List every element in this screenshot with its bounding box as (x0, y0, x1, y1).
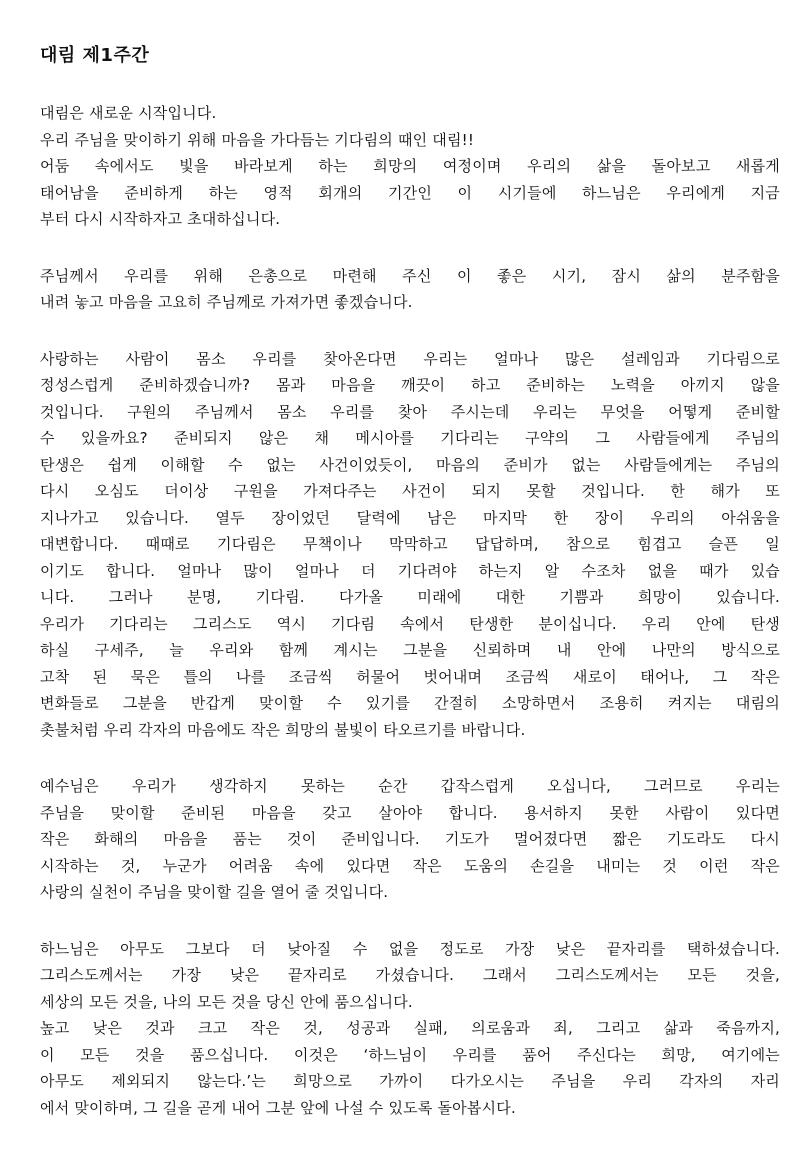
text-line: 고착 된 묵은 틀의 나를 조금씩 허물어 벗어내며 조금씩 새로이 태어나, 그 작은 (40, 667, 780, 686)
paragraph-gap (40, 743, 780, 773)
text-line: 주님께서 우리를 위해 은총으로 마련해 주신 이 좋은 시기, 잠시 삶의 분주함을 (40, 266, 780, 285)
text-line: 이 모든 것을 품으십니다. 이것은 ‘하느님이 우리를 품어 주신다는 희망, 여기에는 (40, 1045, 780, 1064)
text-line: 촛불처럼 우리 각자의 마음에도 작은 희망의 불빛이 타오르기를 바랍니다. (40, 720, 526, 739)
text-line: 것입니다. 구원의 주님께서 몸소 우리를 찾아 주시는데 우리는 무엇을 어떻게 준비할 (40, 402, 780, 421)
text-line: 태어남을 준비하게 하는 영적 회개의 기간인 이 시기들에 하느님은 우리에게 지금 (40, 183, 780, 202)
text-line: 사랑하는 사람이 몸소 우리를 찾아온다면 우리는 얼마나 많은 설레임과 기다림으로 (40, 349, 780, 368)
text-line: 우리 주님을 맞이하기 위해 마음을 가다듬는 기다림의 때인 대림!! (40, 130, 475, 149)
paragraph-gap (40, 233, 780, 263)
text-line: 변화들로 그분을 반갑게 맞이할 수 있기를 간절히 소망하면서 조용히 켜지는 대림의 (40, 694, 780, 712)
text-line: 지나가고 있습니다. 열두 장이었던 달력에 남은 마지막 한 장이 우리의 아쉬움을 (40, 508, 780, 527)
text-line: 그리스도께서는 가장 낮은 끝자리로 가셨습니다. 그래서 그리스도께서는 모든 것을, (40, 966, 780, 984)
document-body (40, 100, 780, 1121)
text-line: 주님을 맞이할 준비된 마음을 갖고 살아야 합니다. 용서하지 못한 사람이 있다면 (40, 803, 780, 822)
paragraph-gap (40, 906, 780, 936)
text-line: 대변합니다. 때때로 기다림은 무책이나 막막하고 답답하며, 참으로 힘겹고 슬픈 일 (40, 535, 780, 553)
paragraph (40, 100, 780, 233)
text-line: 다시 오심도 더이상 구원을 가져다주는 사건이 되지 못할 것입니다. 한 해가 또 (40, 482, 780, 500)
text-line: 내려 놓고 마음을 고요히 주님께로 가져가면 좋겠습니다. (40, 293, 413, 311)
text-line: 작은 화해의 마음을 품는 것이 준비입니다. 기도가 멀어졌다면 짧은 기도라도 다시 (40, 830, 780, 848)
paragraph (40, 773, 780, 906)
text-line: 대림은 새로운 시작입니다. (40, 104, 217, 122)
paragraph (40, 346, 780, 744)
document-title: 대림 제1주간 (40, 45, 150, 66)
text-line: 에서 맞이하며, 그 길을 곧게 내어 그분 앞에 나설 수 있도록 돌아봅시다. (40, 1098, 516, 1117)
text-line: 높고 낮은 것과 크고 작은 것, 성공과 실패, 의로움과 죄, 그리고 삶과 죽음까지, (40, 1019, 780, 1037)
text-line: 아무도 제외되지 않는다.’는 희망으로 가까이 다가오시는 주님을 우리 각자의 자리 (40, 1072, 780, 1090)
text-line: 이기도 합니다. 얼마나 많이 얼마나 더 기다려야 하는지 알 수조차 없을 때가 있습 (40, 561, 780, 580)
text-line: 어둠 속에서도 빛을 바라보게 하는 희망의 여정이며 우리의 삶을 돌아보고 새롭게 (40, 157, 780, 175)
text-line: 부터 다시 시작하자고 초대하십니다. (40, 210, 281, 228)
text-line: 사랑의 실천이 주님을 맞이할 길을 열어 줄 것입니다. (40, 883, 389, 901)
paragraph-gap (40, 316, 780, 346)
text-line: 탄생은 쉽게 이해할 수 없는 사건이었듯이, 마음의 준비가 없는 사람들에게는 주님의 (40, 455, 780, 474)
text-line: 니다. 그러나 분명, 기다림. 다가올 미래에 대한 기쁨과 희망이 있습니다. (40, 588, 780, 606)
text-line: 시작하는 것, 누군가 어려움 속에 있다면 작은 도움의 손길을 내미는 것 이런 작은 (40, 856, 780, 875)
text-line: 수 있을까요? 준비되지 않은 채 메시아를 기다리는 구약의 그 사람들에게 주님의 (40, 429, 780, 447)
text-line: 하느님은 아무도 그보다 더 낮아질 수 없을 정도로 가장 낮은 끝자리를 택하셨습니다. (40, 939, 780, 958)
text-line: 정성스럽게 준비하겠습니까? 몸과 마음을 깨끗이 하고 준비하는 노력을 아끼지 않을 (40, 376, 780, 394)
text-line: 하실 구세주, 늘 우리와 함께 계시는 그분을 신뢰하며 내 안에 나만의 방식으로 (40, 641, 780, 659)
text-line: 예수님은 우리가 생각하지 못하는 순간 갑작스럽게 오십니다, 그러므로 우리는 (40, 777, 780, 795)
paragraph (40, 263, 780, 316)
text-line: 우리가 기다리는 그리스도 역시 기다림 속에서 탄생한 분이십니다. 우리 안에 탄생 (40, 614, 780, 633)
paragraph (40, 936, 780, 1122)
text-line: 세상의 모든 것을, 나의 모든 것을 당신 안에 품으십니다. (40, 992, 413, 1011)
